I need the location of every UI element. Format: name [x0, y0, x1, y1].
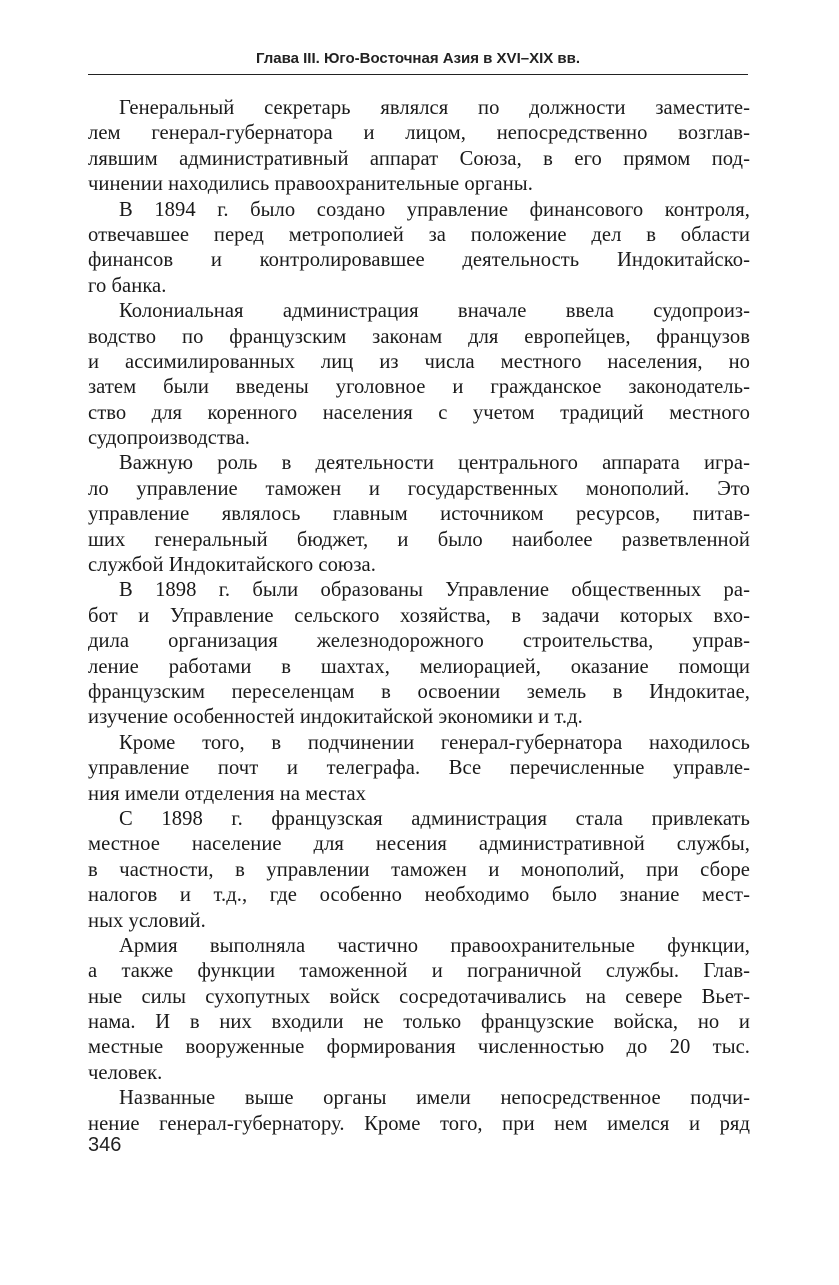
text-line: лем генерал-губернатора и лицом, непосредственно возглав- — [88, 122, 750, 145]
text-line: Армия выполняла частично правоохранительные функции, — [119, 934, 750, 957]
text-line: судопроизводства. — [88, 427, 250, 450]
text-line: ло управление таможен и государственных монополий. Это — [88, 477, 750, 500]
text-line: нение генерал-губернатору. Кроме того, при нем имелся и ряд — [88, 1112, 750, 1135]
text-line: бот и Управление сельского хозяйства, в задачи которых вхо- — [88, 604, 750, 627]
text-line: Важную роль в деятельности центрального аппарата игра- — [119, 452, 750, 475]
text-line: ство для коренного населения с учетом традиций местного — [88, 401, 750, 424]
text-line: ния имели отделения на местах — [88, 782, 367, 805]
text-line: человек. — [88, 1061, 163, 1084]
text-line: а также функции таможенной и пограничной службы. Глав- — [88, 960, 750, 983]
text-line: Кроме того, в подчинении генерал-губернатора находилось — [119, 731, 750, 754]
text-line: в частности, в управлении таможен и монополий, при сборе — [88, 858, 750, 881]
text-line: лявшим административный аппарат Союза, в его прямом под- — [88, 147, 750, 170]
chapter-title: Глава III. Юго-Восточная Азия в XVI–XIX вв. — [255, 50, 581, 67]
text-line: го банка. — [88, 274, 167, 297]
text-line: французским переселенцам в освоении земель в Индокитае, — [88, 680, 750, 703]
text-line: управление являлось главным источником ресурсов, питав- — [88, 503, 750, 526]
text-line: финансов и контролировавшее деятельность Индокитайско- — [88, 249, 750, 272]
text-line: местные вооруженные формирования численностью до 20 тыс. — [88, 1036, 750, 1059]
text-line: местное население для несения административной службы, — [88, 833, 750, 856]
text-line: дила организация железнодорожного строительства, управ- — [88, 630, 750, 653]
text-line: В 1894 г. было создано управление финансового контроля, — [119, 198, 750, 221]
text-line: затем были введены уголовное и гражданское законодатель- — [88, 376, 750, 399]
text-line: ление работами в шахтах, мелиорацией, оказание помощи — [88, 655, 750, 678]
running-header — [88, 44, 748, 75]
text-line: управление почт и телеграфа. Все перечисленные управле- — [88, 757, 750, 780]
text-line: службой Индокитайского союза. — [88, 554, 376, 577]
body-text — [88, 96, 750, 1137]
text-line: изучение особенностей индокитайской экономики и т.д. — [88, 706, 583, 729]
text-line: В 1898 г. были образованы Управление общественных ра- — [119, 579, 750, 602]
text-line: Названные выше органы имели непосредственное подчи- — [119, 1087, 750, 1110]
text-line: нама. И в них входили не только французские войска, но и — [88, 1011, 750, 1034]
text-line: ные силы сухопутных войск сосредотачивались на севере Вьет- — [88, 985, 750, 1008]
text-line: ных условий. — [88, 909, 206, 932]
text-line: С 1898 г. французская администрация стала привлекать — [119, 807, 750, 830]
text-line: Колониальная администрация вначале ввела судопроиз- — [119, 300, 750, 323]
text-line: ших генеральный бюджет, и было наиболее разветвленной — [88, 528, 750, 551]
text-line: и ассимилированных лиц из числа местного населения, но — [88, 350, 750, 373]
text-line: водство по французским законам для европейцев, французов — [88, 325, 750, 348]
text-line: отвечавшее перед метрополией за положение дел в области — [88, 223, 750, 246]
text-line: чинении находились правоохранительные органы. — [88, 173, 533, 196]
text-line: Генеральный секретарь являлся по должности заместите- — [119, 97, 750, 119]
page-number: 346 — [88, 1134, 122, 1156]
text-line: налогов и т.д., где особенно необходимо было знание мест- — [88, 884, 750, 907]
